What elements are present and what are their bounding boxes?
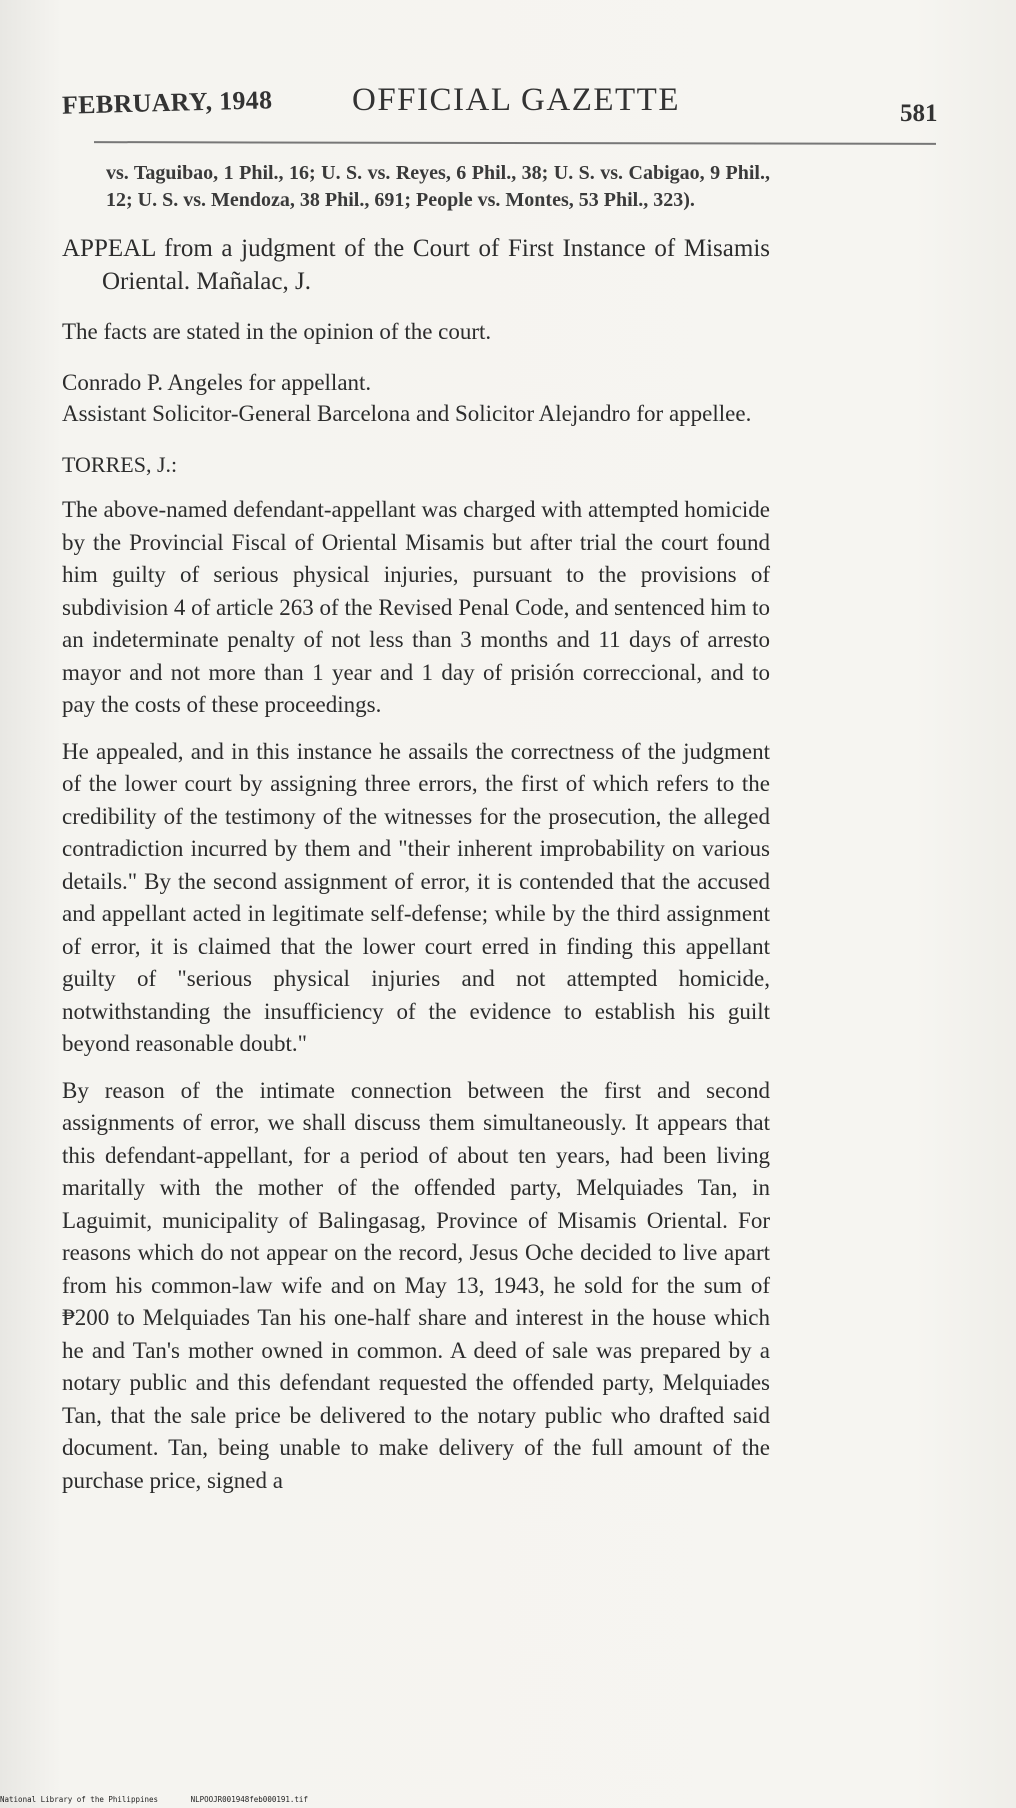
paragraph-2: He appealed, and in this instance he assails the correctness of the judgment of the lower court by assigning three errors, the first of which refers to the credibility of the testimony of the witnesses for the prosecution, the alleged contradiction incurred by them and "their inherent improbability on various details." By the second assignment of error, it is contended that the accused and appellant acted in legitimate self-defense; while by the third assignment of error, it is claimed that the lower court erred in finding this appellant guilty of "serious physical injuries and not attempted homicide, notwithstanding the insufficiency of the evidence to establish his guilt beyond reasonable doubt."	[62, 738, 770, 1056]
footer-library: National Library of the Philippines	[0, 1795, 159, 1804]
page-number: 581	[900, 100, 938, 127]
document-body	[62, 160, 770, 1497]
citation-text: vs. Taguibao, 1 Phil., 16; U. S. vs. Reyes, 6 Phil., 38; U. S. vs. Cabigao, 9 Phil., 12; U. S. vs. Mendoza, 38 Phil., 691; People vs. Montes, 53 Phil., 323).	[106, 162, 770, 211]
paragraph-1: The above-named defendant-appellant was charged with attempted homicide by the Provincial Fiscal of Oriental Misamis but after trial the court found him guilty of serious physical injuries, pursuant to the provisions of subdivision 4 of article 263 of the Revised Penal Code, and sentenced him to an indeterminate penalty of not less than 3 months and 11 days of arresto mayor and not more than 1 year and 1 day of prisión correccional, and to pay the costs of these proceedings.	[62, 497, 770, 717]
counsel-block	[62, 367, 770, 429]
page-header	[0, 0, 1016, 160]
appeal-line: APPEAL from a judgment of the Court of First Instance of Misamis Oriental. Mañalac, J.	[62, 235, 770, 295]
counsel-appellant: Conrado P. Angeles for appellant.	[62, 370, 372, 395]
header-rule	[94, 141, 936, 145]
header-date: FEBRUARY, 1948	[61, 85, 273, 120]
header-title: OFFICIAL GAZETTE	[352, 82, 680, 118]
scan-footer	[0, 1795, 1016, 1804]
paragraph-3: By reason of the intimate connection between the first and second assignments of error, we shall discuss them simultaneously. It appears that this defendant-appellant, for a period of about ten years, had been living maritally with the mother of the offended party, Melquiades Tan, in Laguimit, municipality of Balingasag, Province of Misamis Oriental. For reasons which do not appear on the record, Jesus Oche decided to live apart from his common-law wife and on May 13, 1943, he sold for the sum of ₱200 to Melquiades Tan his one-half share and interest in the house which he and Tan's mother owned in common. A deed of sale was prepared by a notary public and this defendant requested the offended party, Melquiades Tan, that the sale price be delivered to the notary public who drafted said document. Tan, being unable to make delivery of the full amount of the purchase price, signed a	[62, 1077, 770, 1493]
footer-file: NLPOOJR001948feb000191.tif	[190, 1795, 308, 1804]
justice-name: TORRES, J.:	[62, 452, 178, 477]
counsel-appellee: Assistant Solicitor-General Barcelona and Solicitor Alejandro for appellee.	[62, 401, 752, 426]
facts-line: The facts are stated in the opinion of the court.	[62, 319, 492, 344]
